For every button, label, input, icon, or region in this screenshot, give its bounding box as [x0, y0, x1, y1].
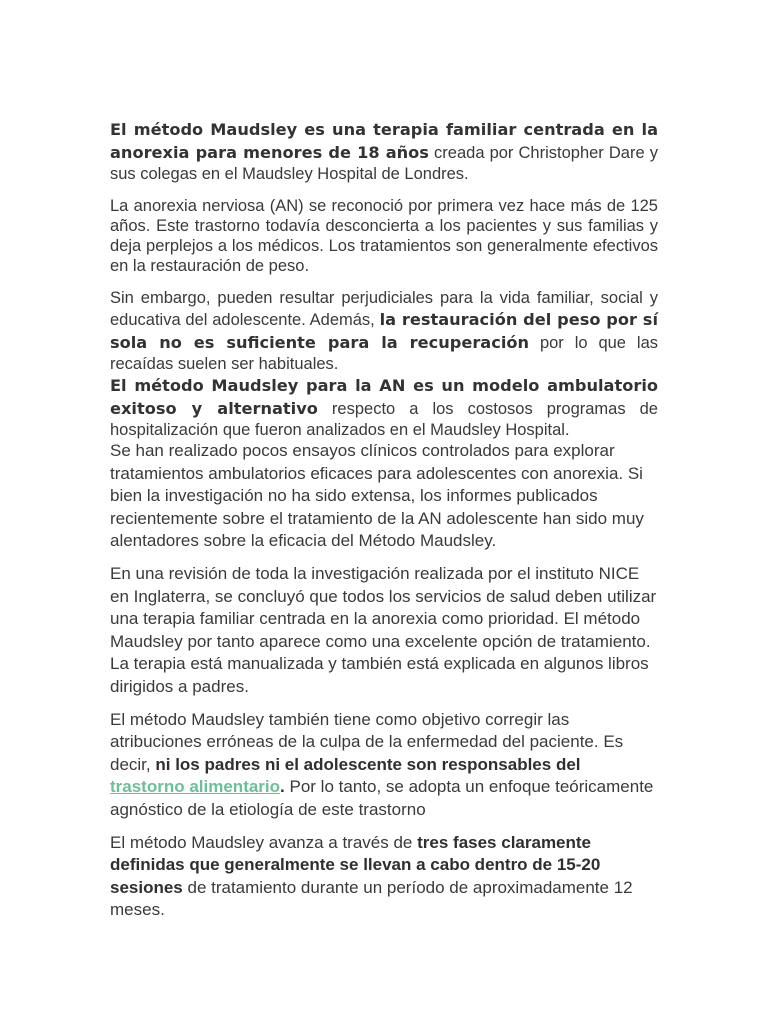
paragraph-drawbacks: [110, 288, 658, 374]
eating-disorder-link[interactable]: trastorno alimentario: [110, 777, 281, 797]
blame-bold-text: ni los padres ni el adolescente son responsables del: [155, 754, 581, 774]
drawbacks-end-text: por lo que las recaídas suelen ser habituales.: [110, 334, 658, 373]
nice-review-text: En una revisión de toda la investigación realizada por el instituto NICE en Inglaterra, se concluyó que todos los servicios de salud deben utilizar una terapia familiar centrada en la anorexia como prioridad. El método Maudsley por tanto aparece como una excelente opción de tratamiento. La terapia está manualizada y también está explicada en algunos libros dirigidos a padres.: [110, 563, 657, 696]
article-body: [110, 118, 658, 922]
phases-end-text: de tratamiento durante un período de aproximadamente 12 meses.: [110, 877, 633, 920]
outpatient-bold-text: El método Maudsley para la AN es un modelo ambulatorio exitoso y alternativo: [110, 376, 658, 418]
intro-text: creada por Christopher Dare y sus colegas en el Maudsley Hospital de Londres.: [110, 144, 658, 183]
drawbacks-text: Sin embargo, pueden resultar perjudiciales para la vida familiar, social y educativa del adolescente. Además,: [110, 289, 658, 329]
phases-bold-text: tres fases claramente definidas que generalmente se llevan a cabo dentro de 15-20 sesiones: [110, 832, 601, 897]
blame-bold-period: .: [280, 777, 285, 797]
paragraph-clinical-trials: [110, 440, 658, 553]
blame-text: El método Maudsley también tiene como objetivo corregir las atribuciones erróneas de la culpa de la enfermedad del paciente. Es decir,: [110, 709, 624, 774]
outpatient-text: respecto a los costosos programas de hospitalización que fueron analizados en el Maudsley Hospital.: [110, 400, 658, 439]
paragraph-history: [110, 196, 658, 276]
paragraph-blame: [110, 709, 658, 822]
paragraph-outpatient-model: [110, 374, 658, 440]
paragraph-intro: [110, 118, 658, 184]
blame-end-text: Por lo tanto, se adopta un enfoque teóricamente agnóstico de la etiología de este trastorno: [110, 777, 654, 819]
paragraph-phases: [110, 832, 658, 922]
phases-text: El método Maudsley avanza a través de: [110, 832, 418, 852]
paragraph-nice-review: [110, 563, 658, 699]
intro-bold-text: El método Maudsley es una terapia familiar centrada en la anorexia para menores de 18 años: [110, 120, 658, 162]
drawbacks-bold-text: la restauración del peso por sí sola no es suficiente para la recuperación: [110, 310, 658, 352]
history-text: La anorexia nerviosa (AN) se reconoció por primera vez hace más de 125 años. Este trastorno todavía desconcierta a los pacientes y sus familias y deja perplejos a los médicos. Los tratamientos son generalmente efectivos en la restauración de peso.: [110, 197, 658, 275]
clinical-trials-text: Se han realizado pocos ensayos clínicos controlados para explorar tratamientos ambulatorios eficaces para adolescentes con anorexia. Si bien la investigación no ha sido extensa, los informes publicados recientemente sobre el tratamiento de la AN adolescente han sido muy alentadores sobre la eficacia del Método Maudsley.: [110, 441, 644, 551]
